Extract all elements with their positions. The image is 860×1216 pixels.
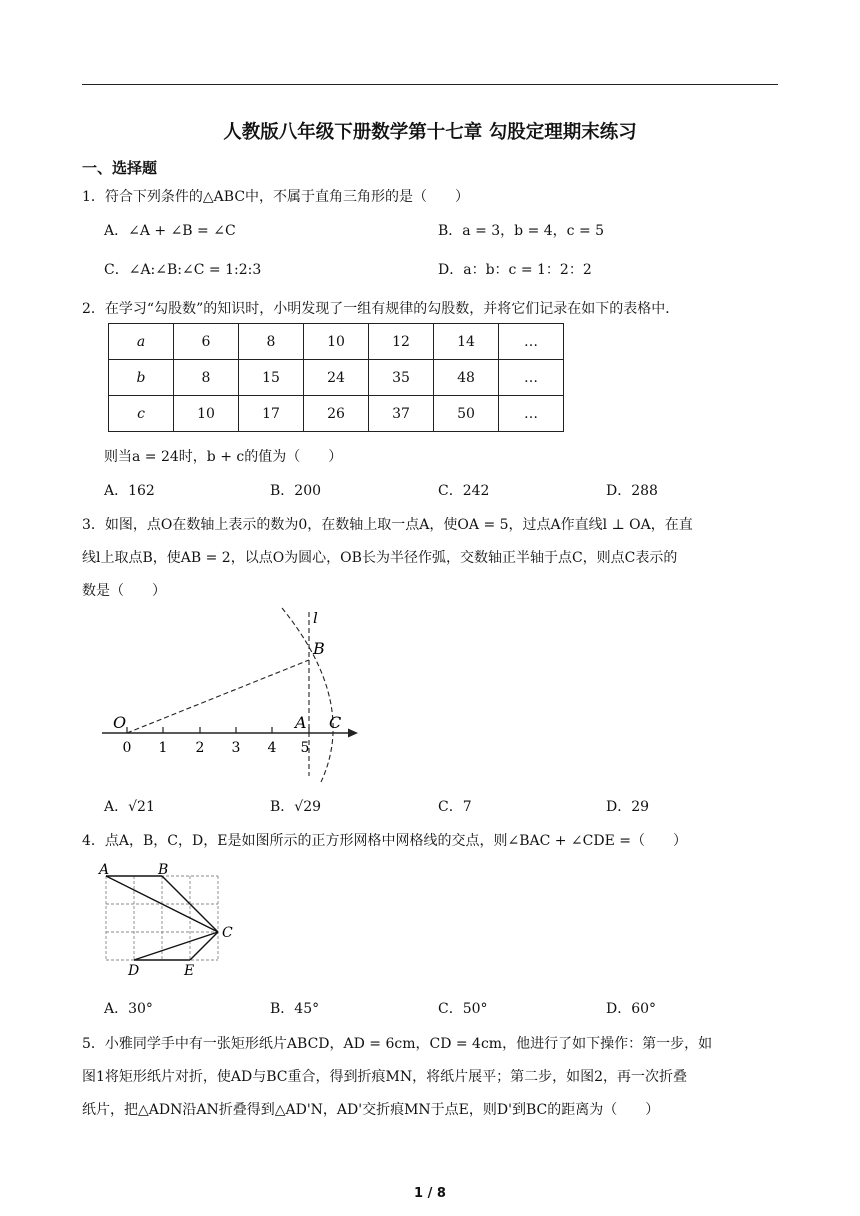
q2-option-d: D．288 <box>606 483 658 499</box>
tick-label: 4 <box>267 740 277 756</box>
table-cell: … <box>499 396 564 432</box>
table-cell: c <box>109 396 174 432</box>
table-cell: 10 <box>174 396 239 432</box>
point-label-a: A <box>295 713 307 732</box>
page-number: 1 / 8 <box>414 1186 446 1201</box>
q2-option-a: A．162 <box>104 483 155 499</box>
table-row <box>109 360 564 396</box>
tick-label: 2 <box>195 740 205 756</box>
point-label-b: B <box>158 862 169 878</box>
q2-option-c: C．242 <box>438 483 490 499</box>
q1-stem: 1．符合下列条件的△ABC中，不属于直角三角形的是（ ） <box>82 189 470 205</box>
tick-label: 1 <box>158 740 168 756</box>
q1-option-a: A．∠A + ∠B = ∠C <box>104 223 236 239</box>
pythagorean-table <box>108 323 564 432</box>
table-cell: 12 <box>369 324 434 360</box>
q4-option-d: D．60° <box>606 1001 657 1017</box>
q3-option-a: A．√21 <box>104 799 155 815</box>
table-cell: 8 <box>239 324 304 360</box>
q5-stem-line-1: 5．小雅同学手中有一张矩形纸片ABCD，AD = 6cm，CD = 4cm，他进行了如下操作：第一步，如 <box>82 1036 713 1052</box>
table-cell: b <box>109 360 174 396</box>
q3-option-c: C．7 <box>438 799 472 815</box>
q2-option-b: B．200 <box>270 483 322 499</box>
table-cell: 6 <box>174 324 239 360</box>
q4-option-a: A．30° <box>104 1001 153 1017</box>
table-cell: 15 <box>239 360 304 396</box>
table-cell: 8 <box>174 360 239 396</box>
table-cell: 35 <box>369 360 434 396</box>
point-label-c: C <box>329 713 342 732</box>
q1-option-c: C．∠A:∠B:∠C = 1:2:3 <box>104 262 262 278</box>
segment-dc <box>134 932 218 960</box>
grid-figure <box>96 860 246 980</box>
table-cell: 26 <box>304 396 369 432</box>
table-cell: 14 <box>434 324 499 360</box>
table-row <box>109 396 564 432</box>
q3-option-d: D．29 <box>606 799 650 815</box>
q2-followup: 则当a = 24时，b + c的值为（ ） <box>104 449 343 465</box>
section-heading: 一、选择题 <box>82 159 158 177</box>
point-label-o: O <box>113 713 127 732</box>
q4-option-c: C．50° <box>438 1001 488 1017</box>
page-title: 人教版八年级下册数学第十七章 勾股定理期末练习 <box>223 122 637 143</box>
point-label-a: A <box>99 862 110 878</box>
point-label-e: E <box>184 963 195 979</box>
tick-label: 5 <box>300 740 310 756</box>
q1-option-b: B．a = 3，b = 4，c = 5 <box>438 223 605 239</box>
tick-label: 3 <box>231 740 241 756</box>
table-cell: … <box>499 360 564 396</box>
q3-stem-line-1: 3．如图，点O在数轴上表示的数为0，在数轴上取一点A，使OA = 5，过点A作直线l ⊥ OA，在直 <box>82 517 693 533</box>
table-row <box>109 324 564 360</box>
table-cell: 48 <box>434 360 499 396</box>
number-line-figure <box>96 606 366 786</box>
q3-stem-line-3: 数是（ ） <box>82 583 166 599</box>
point-label-b: B <box>313 639 325 658</box>
axis-arrow-icon <box>348 729 358 738</box>
q5-stem-line-2: 图1将矩形纸片对折，使AD与BC重合，得到折痕MN，将纸片展平；第二步，如图2，再一次折叠 <box>82 1069 687 1085</box>
q2-stem: 2．在学习“勾股数”的知识时，小明发现了一组有规律的勾股数，并将它们记录在如下的表格中． <box>82 301 680 317</box>
square-grid <box>106 876 218 960</box>
q3-option-b: B．√29 <box>270 799 322 815</box>
point-label-d: D <box>128 963 140 979</box>
table-cell: 10 <box>304 324 369 360</box>
line-label-l: l <box>313 609 318 627</box>
q4-option-b: B．45° <box>270 1001 320 1017</box>
table-cell: 17 <box>239 396 304 432</box>
table-cell: … <box>499 324 564 360</box>
q1-option-d: D．a：b：c = 1：2：2 <box>438 262 592 278</box>
q3-stem-line-2: 线l上取点B，使AB = 2，以点O为圆心，OB长为半径作弧，交数轴正半轴于点C，则点C表示的 <box>82 550 678 566</box>
q4-stem: 4．点A，B，C，D，E是如图所示的正方形网格中网格线的交点，则∠BAC + ∠CDE =（ ） <box>82 833 687 849</box>
tick-label: 0 <box>122 740 132 756</box>
table-cell: 50 <box>434 396 499 432</box>
header-rule <box>82 84 778 85</box>
point-label-c: C <box>222 925 233 941</box>
table-cell: 37 <box>369 396 434 432</box>
q5-stem-line-3: 纸片，把△ADN沿AN折叠得到△AD'N，AD'交折痕MN于点E，则D'到BC的距离为（ ） <box>82 1102 660 1118</box>
segment-ob <box>127 660 309 733</box>
table-cell: 24 <box>304 360 369 396</box>
table-cell: a <box>109 324 174 360</box>
